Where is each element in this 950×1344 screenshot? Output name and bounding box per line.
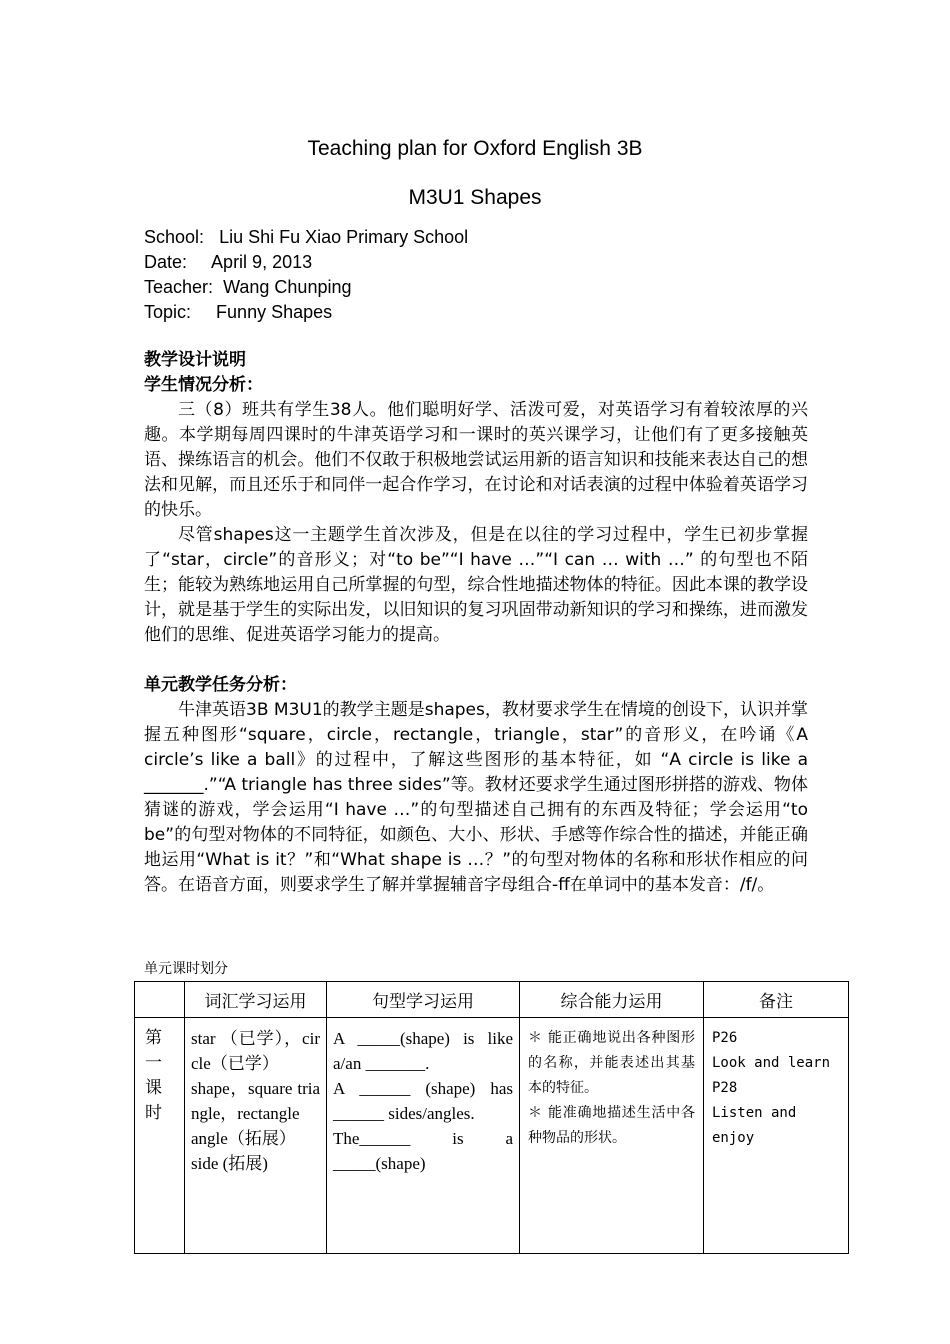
info-value: Wang Chunping [223, 277, 352, 297]
notes-line: P28 [712, 1080, 738, 1096]
document-title: Teaching plan for Oxford English 3B [307, 137, 643, 160]
table-row [135, 1018, 849, 1254]
info-school [144, 225, 468, 250]
vocab-line: angle（拓展） [191, 1129, 296, 1148]
ability-cell [520, 1018, 704, 1254]
student-paragraph-2: 尽管shapes这一主题学生首次涉及，但是在以往的学习过程中，学生已初步掌握了“star，circle”的音形义；对“to be”“I have …”“I can … with …” 的句型也不陌生；能较为熟练地运用自己所掌握的句型，综合性地描述物体的特征。因此本课的教学设计，就是基于学生的实际出发，以旧知识的复习巩固带动新知识的学习和操练，进而激发他们的思维、促进英语学习能力的提高。 [144, 525, 808, 645]
sentence-line: A ______ (shape) has ______ sides/angles. [333, 1079, 513, 1123]
notes-line: P26 [712, 1030, 738, 1046]
document-subtitle: M3U1 Shapes [408, 186, 542, 209]
lesson-char: 一 [145, 1053, 162, 1073]
lesson-plan-table [134, 981, 849, 1254]
table-header-row [135, 982, 849, 1018]
info-value: April 9, 2013 [211, 252, 313, 272]
ability-line: ＊ 能正确地说出各种图形的名称，并能表述出其基本的特征。 [528, 1030, 695, 1096]
table-header-cell [135, 982, 185, 1018]
info-date [144, 250, 468, 275]
lesson-cell [135, 1018, 185, 1254]
info-teacher [144, 275, 468, 300]
notes-cell [704, 1018, 849, 1254]
unit-analysis-section [144, 673, 808, 898]
unit-heading: 单元教学任务分析： [144, 675, 297, 695]
vocab-cell [185, 1018, 327, 1254]
info-block [144, 225, 468, 325]
info-label: Teacher: [144, 277, 214, 297]
info-label: School: [144, 227, 205, 247]
lesson-char: 时 [145, 1103, 162, 1123]
student-analysis-section [144, 348, 808, 648]
info-value: Funny Shapes [216, 302, 333, 322]
sentence-cell [327, 1018, 520, 1254]
vocab-line: shape，square triangle，rectangle [191, 1079, 320, 1123]
table-caption: 单元课时划分 [144, 961, 228, 977]
info-value: Liu Shi Fu Xiao Primary School [219, 227, 469, 247]
info-label: Topic: [144, 302, 192, 322]
table-header-cell: 词汇学习运用 [185, 982, 327, 1018]
ability-line: ＊ 能准确地描述生活中各种物品的形状。 [528, 1105, 695, 1146]
notes-line: Look and learn [712, 1055, 831, 1071]
info-topic [144, 300, 468, 325]
sentence-line: A _____(shape) is like a/an _______. [333, 1029, 513, 1073]
info-label: Date: [144, 252, 188, 272]
unit-paragraph: 牛津英语3B M3U1的教学主题是shapes，教材要求学生在情境的创设下，认识并掌握五种图形“square，circle，rectangle，triangle，star”的音形义，在吟诵《A circle’s like a ball》的过程中，了解这些图形的基本特征，如 “A circle is like a _______.”“A triangle has three sides”等。教材还要求学生通过图形拼搭的游戏、物体猜谜的游戏，学会运用“I have …”的句型描述自己拥有的东西及特征；学会运用“to be”的句型对物体的不同特征，如颜色、大小、形状、手感等作综合性的描述，并能正确地运用“What is it？”和“What shape is …？”的句型对物体的名称和形状作相应的问答。在语音方面，则要求学生了解并掌握辅音字母组合-ff在单词中的基本发音：/f/。 [144, 700, 808, 895]
sentence-line: The______ is a _____(shape) [333, 1129, 513, 1173]
vocab-line: side (拓展) [191, 1154, 268, 1173]
lesson-char: 课 [145, 1078, 162, 1098]
lesson-char: 第 [145, 1028, 162, 1048]
design-heading: 教学设计说明 [144, 350, 246, 370]
student-paragraph-1: 三（8）班共有学生38人。他们聪明好学、活泼可爱，对英语学习有着较浓厚的兴趣。本学期每周四课时的牛津英语学习和一课时的英兴课学习，让他们有了更多接触英语、操练语言的机会。他们不仅敢于积极地尝试运用新的语言知识和技能来表达自己的想法和见解，而且还乐于和同伴一起合作学习，在讨论和对话表演的过程中体验着英语学习的快乐。 [144, 400, 808, 520]
notes-line: Listen and enjoy [712, 1105, 797, 1146]
table-header-cell: 备注 [704, 982, 849, 1018]
table-header-cell: 句型学习运用 [327, 982, 520, 1018]
student-heading: 学生情况分析： [144, 375, 263, 395]
table-header-cell: 综合能力运用 [520, 982, 704, 1018]
vocab-line: star （已学），circle（已学） [191, 1029, 320, 1073]
